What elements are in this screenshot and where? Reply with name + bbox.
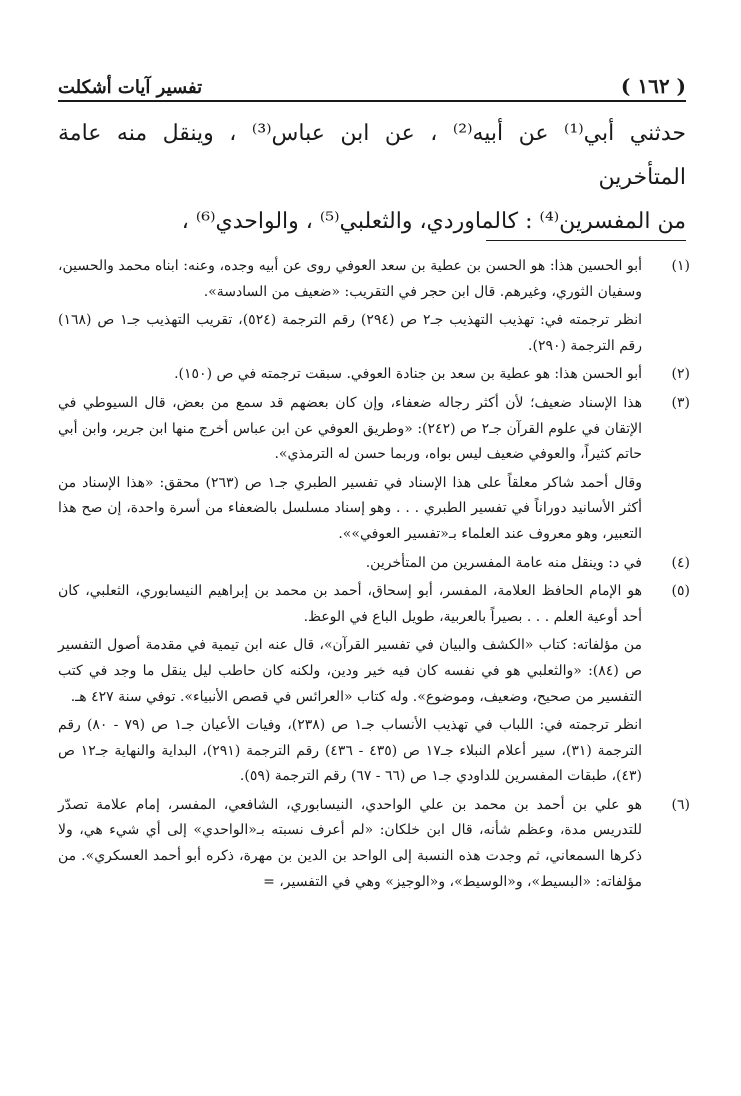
footnote-number: (١) xyxy=(671,258,690,274)
footnote-paragraph: وقال أحمد شاكر معلقاً على هذا الإسناد في تفسير الطبري جـ١ ص (٢٦٣) محقق: «هذا الإسناد من أكثر الأسانيد دوراناً في تفسير الطبري . . . وهو إسناد مسلسل بالضعفاء من أسرة واحدة، إن صح هذا التعبير، وهو معروف عند العلماء بـ«تفسير العوفي»». xyxy=(58,474,642,542)
footnote-paragraph: هذا الإسناد ضعيف؛ لأن أكثر رجاله ضعفاء، وإن كان بعضهم قد سمع من بعض، قال السيوطي في الإتقان في علوم القرآن جـ٢ ص (٢٤٢): «وطريق العوفي عن ابن عباس أخرج منها ابن جرير، وابن أبي حاتم كثيراً، والعوفي ضعيف ليس بواه، وربما حسن له الترمذي». xyxy=(58,394,643,463)
page-number: ( ١٦٢ ) xyxy=(620,74,686,98)
footnote xyxy=(58,254,690,359)
footnote-number: (٣) xyxy=(671,394,690,411)
footnote-paragraph: أبو الحسين هذا: هو الحسن بن عطية بن سعد العوفي روى عن أبيه وجده، وعنه: ابناه محمد والحسين، وسفيان الثوري، وغيرهم. قال ابن حجر في التقريب: «ضعيف من السادسة». xyxy=(58,258,642,300)
footnote xyxy=(58,579,690,790)
main-text-line: حدثني أبي⁽¹⁾ عن أبيه⁽²⁾ ، عن ابن عباس⁽³⁾ ، وينقل منه عامة المتأخرين xyxy=(58,121,687,190)
footnote-paragraph: هو علي بن أحمد بن محمد بن علي الواحدي، النيسابوري، الشافعي، المفسر، إمام علامة تصدّر للتدريس مدة، وعظم شأنه، قال ابن خلكان: «لم أعرف نسبته بـ«الواحدي» إلى أي شيء هي، ولا ذكرها السمعاني، ثم وجدت هذه النسبة إلى الواحد بن الدين بن مهرة، ذكره أبو أحمد العسكري». من مؤلفاته: «البسيط»، و«الوسيط»، و«الوجيز» وهي في التفسير، = xyxy=(58,796,642,890)
footnote-number: (٤) xyxy=(671,554,690,571)
footnote-paragraph: في د: وينقل منه عامة المفسرين من المتأخرين. xyxy=(365,554,642,571)
footnote-number: (٦) xyxy=(671,796,690,813)
page-header xyxy=(58,62,686,98)
main-text-line: من المفسرين⁽⁴⁾ : كالماوردي، والثعلبي⁽⁵⁾ ، والواحدي⁽⁶⁾ ، xyxy=(181,209,686,234)
footnote-paragraph: انظر ترجمته في: تهذيب التهذيب جـ٢ ص (٢٩٤) رقم الترجمة (٥٢٤)، تقريب التهذيب جـ١ ص (١٦٨) رقم الترجمة (٢٩٠). xyxy=(58,312,642,354)
footnote xyxy=(58,793,690,895)
footnote xyxy=(58,551,690,577)
main-text xyxy=(58,112,686,244)
footnote xyxy=(58,391,690,548)
footnote-number: (٢) xyxy=(671,366,690,383)
footnote-number: (٥) xyxy=(671,583,690,600)
header-rule xyxy=(58,100,686,102)
footnote-paragraph: هو الإمام الحافظ العلامة، المفسر، أبو إسحاق، أحمد بن محمد بن إبراهيم النيسابوري، الثعلبي، كان أحد أوعية العلم . . . بصيراً بالعربية، طويل الباع في الوعظ. xyxy=(58,583,642,625)
footnote-paragraph: من مؤلفاته: كتاب «الكشف والبيان في تفسير القرآن»، قال عنه ابن تيمية في مقدمة أصول التفسير ص (٨٤): «والثعلبي هو في نفسه كان فيه خير ودين، ولكنه كان حاطب ليل ينقل ما وجد في كتب التفسير من صحيح، وضعيف، وموضوع». وله كتاب «العرائس في قصص الأنبياء». توفي سنة ٤٢٧ هـ. xyxy=(58,637,643,705)
footnote-separator xyxy=(486,240,686,241)
footnote xyxy=(58,362,690,388)
running-title: تفسير آيات أشكلت xyxy=(58,77,203,98)
footnote-paragraph: أبو الحسن هذا: هو عطية بن سعد بن جنادة العوفي. سبقت ترجمته في ص (١٥٠). xyxy=(174,366,642,383)
footnote-paragraph: انظر ترجمته في: اللباب في تهذيب الأنساب جـ١ ص (٢٣٨)، وفيات الأعيان جـ١ ص (٧٩ - ٨٠) رقم الترجمة (٣١)، سير أعلام النبلاء جـ١٧ ص (٤٣٥ - ٤٣٦) رقم الترجمة (٢٩١)، البداية والنهاية جـ١٢ ص (٤٣)، طبقات المفسرين للداودي جـ١ ص (٦٦ - ٦٧) رقم الترجمة (٥٩). xyxy=(58,717,643,785)
footnotes xyxy=(58,254,690,898)
